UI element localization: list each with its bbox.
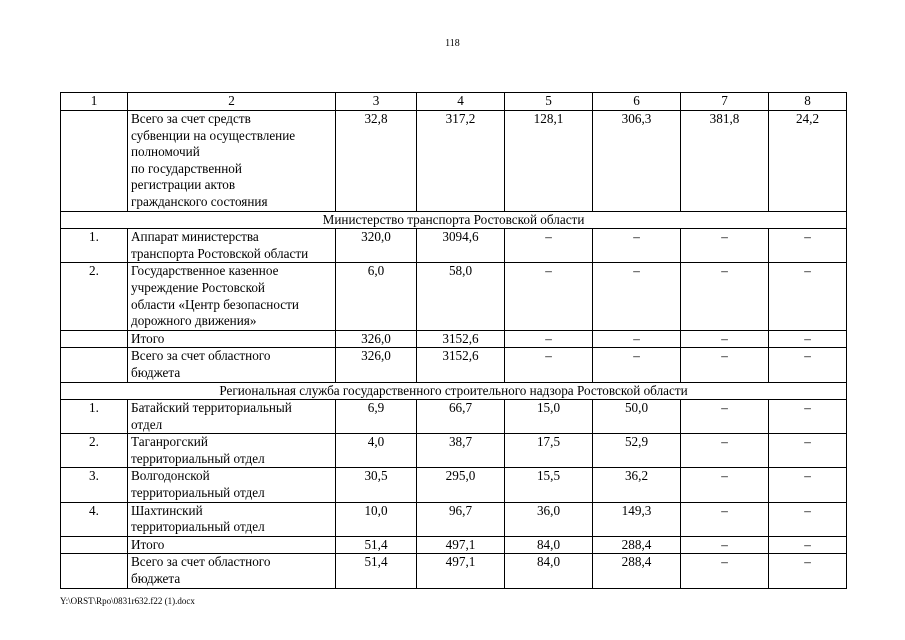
value-cell: 6,9 xyxy=(336,400,417,434)
column-number-row xyxy=(61,93,847,111)
value-cell: – xyxy=(681,434,769,468)
row-name: Волгодонской территориальный отдел xyxy=(128,468,336,502)
value-cell: – xyxy=(769,468,847,502)
table-row xyxy=(61,536,847,554)
section-title: Министерство транспорта Ростовской области xyxy=(61,211,847,229)
value-cell: 36,2 xyxy=(593,468,681,502)
table-body xyxy=(61,93,847,589)
table-row xyxy=(61,229,847,263)
row-number: 3. xyxy=(61,468,128,502)
table-row xyxy=(61,468,847,502)
row-number xyxy=(61,111,128,212)
value-cell: – xyxy=(769,536,847,554)
row-number: 1. xyxy=(61,400,128,434)
value-cell: – xyxy=(593,348,681,382)
value-cell: – xyxy=(769,434,847,468)
budget-table xyxy=(60,92,847,589)
value-cell: – xyxy=(681,330,769,348)
value-cell: 38,7 xyxy=(417,434,505,468)
value-cell: – xyxy=(681,229,769,263)
value-cell: – xyxy=(681,400,769,434)
row-number: 1. xyxy=(61,229,128,263)
table-row xyxy=(61,434,847,468)
row-name: Итого xyxy=(128,536,336,554)
value-cell: 3094,6 xyxy=(417,229,505,263)
value-cell: 128,1 xyxy=(505,111,593,212)
value-cell: 288,4 xyxy=(593,554,681,588)
row-name: Всего за счет областного бюджета xyxy=(128,554,336,588)
value-cell: – xyxy=(769,502,847,536)
value-cell: 51,4 xyxy=(336,554,417,588)
row-name: Шахтинский территориальный отдел xyxy=(128,502,336,536)
value-cell: 317,2 xyxy=(417,111,505,212)
value-cell: 381,8 xyxy=(681,111,769,212)
value-cell: 30,5 xyxy=(336,468,417,502)
table-row xyxy=(61,330,847,348)
column-number: 4 xyxy=(417,93,505,111)
value-cell: 497,1 xyxy=(417,536,505,554)
value-cell: 4,0 xyxy=(336,434,417,468)
value-cell: 3152,6 xyxy=(417,330,505,348)
value-cell: 96,7 xyxy=(417,502,505,536)
value-cell: 66,7 xyxy=(417,400,505,434)
value-cell: – xyxy=(769,348,847,382)
column-number: 5 xyxy=(505,93,593,111)
value-cell: 32,8 xyxy=(336,111,417,212)
column-number: 8 xyxy=(769,93,847,111)
value-cell: 306,3 xyxy=(593,111,681,212)
table-row xyxy=(61,400,847,434)
row-number xyxy=(61,330,128,348)
value-cell: – xyxy=(505,348,593,382)
row-name: Аппарат министерства транспорта Ростовской области xyxy=(128,229,336,263)
value-cell: 50,0 xyxy=(593,400,681,434)
page-number: 118 xyxy=(445,38,460,49)
value-cell: – xyxy=(593,229,681,263)
row-name: Батайский территориальный отдел xyxy=(128,400,336,434)
row-number xyxy=(61,348,128,382)
value-cell: – xyxy=(769,263,847,330)
value-cell: 497,1 xyxy=(417,554,505,588)
value-cell: 295,0 xyxy=(417,468,505,502)
column-number: 3 xyxy=(336,93,417,111)
value-cell: 320,0 xyxy=(336,229,417,263)
row-number: 4. xyxy=(61,502,128,536)
section-title: Региональная служба государственного строительного надзора Ростовской области xyxy=(61,382,847,400)
value-cell: – xyxy=(769,229,847,263)
value-cell: 52,9 xyxy=(593,434,681,468)
row-name: Таганрогский территориальный отдел xyxy=(128,434,336,468)
column-number: 6 xyxy=(593,93,681,111)
value-cell: – xyxy=(505,229,593,263)
value-cell: 326,0 xyxy=(336,330,417,348)
row-name: Государственное казенное учреждение Ростовской области «Центр безопасности дорожного движения» xyxy=(128,263,336,330)
table-row xyxy=(61,263,847,330)
value-cell: – xyxy=(681,502,769,536)
column-number: 7 xyxy=(681,93,769,111)
value-cell: – xyxy=(681,536,769,554)
row-name: Итого xyxy=(128,330,336,348)
row-number: 2. xyxy=(61,263,128,330)
value-cell: – xyxy=(505,263,593,330)
value-cell: – xyxy=(593,263,681,330)
value-cell: – xyxy=(681,554,769,588)
value-cell: 288,4 xyxy=(593,536,681,554)
value-cell: – xyxy=(593,330,681,348)
table-row xyxy=(61,348,847,382)
value-cell: 84,0 xyxy=(505,554,593,588)
value-cell: – xyxy=(769,554,847,588)
value-cell: – xyxy=(681,348,769,382)
section-header-row xyxy=(61,382,847,400)
value-cell: 326,0 xyxy=(336,348,417,382)
value-cell: 17,5 xyxy=(505,434,593,468)
row-name: Всего за счет областного бюджета xyxy=(128,348,336,382)
row-number xyxy=(61,536,128,554)
value-cell: 15,5 xyxy=(505,468,593,502)
value-cell: – xyxy=(769,330,847,348)
row-number: 2. xyxy=(61,434,128,468)
row-name: Всего за счет средств субвенции на осуществление полномочий по государственной регистрации актов гражданского состояния xyxy=(128,111,336,212)
value-cell: – xyxy=(681,468,769,502)
footer-file-path: Y:\ORST\Rpo\0831r632.f22 (1).docx xyxy=(60,596,195,606)
column-number: 2 xyxy=(128,93,336,111)
section-header-row xyxy=(61,211,847,229)
value-cell: 3152,6 xyxy=(417,348,505,382)
value-cell: – xyxy=(681,263,769,330)
value-cell: 84,0 xyxy=(505,536,593,554)
value-cell: 15,0 xyxy=(505,400,593,434)
value-cell: 10,0 xyxy=(336,502,417,536)
value-cell: 51,4 xyxy=(336,536,417,554)
value-cell: 24,2 xyxy=(769,111,847,212)
value-cell: – xyxy=(505,330,593,348)
column-number: 1 xyxy=(61,93,128,111)
value-cell: 58,0 xyxy=(417,263,505,330)
row-number xyxy=(61,554,128,588)
table-row xyxy=(61,554,847,588)
value-cell: 36,0 xyxy=(505,502,593,536)
value-cell: 149,3 xyxy=(593,502,681,536)
table-row xyxy=(61,502,847,536)
table-row xyxy=(61,111,847,212)
value-cell: 6,0 xyxy=(336,263,417,330)
value-cell: – xyxy=(769,400,847,434)
